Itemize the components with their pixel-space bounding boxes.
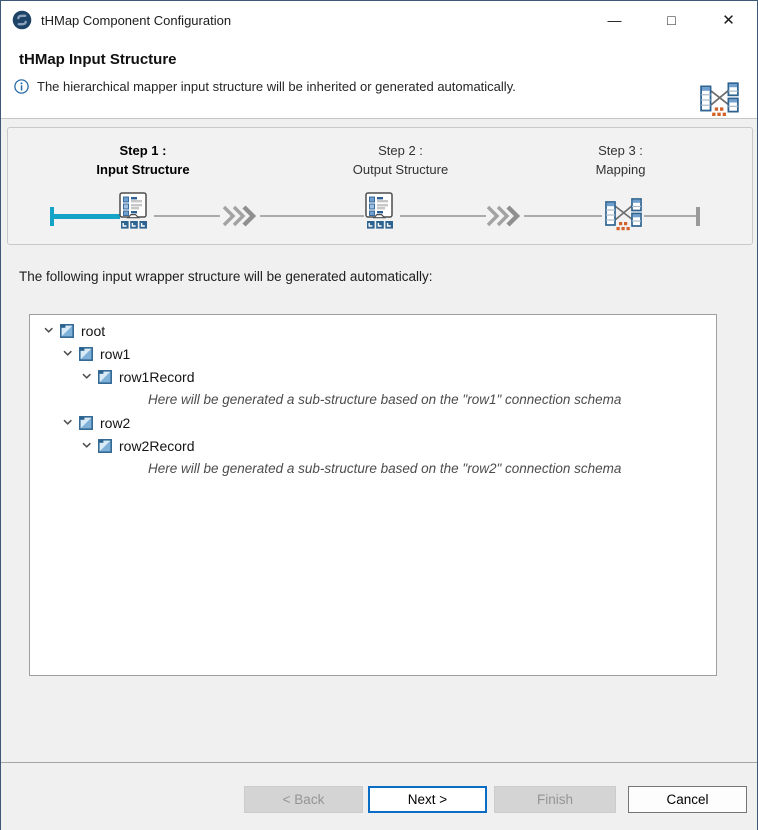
- structure-tree[interactable]: [29, 314, 717, 676]
- minimize-button[interactable]: —: [607, 12, 622, 28]
- progress-line: [644, 215, 696, 217]
- tree-note-text: Here will be generated a sub-structure based on the "row1" connection schema: [148, 392, 622, 407]
- mapping-step-icon: [604, 196, 644, 232]
- tree-note-text: Here will be generated a sub-structure based on the "row2" connection schema: [148, 461, 622, 476]
- expand-chevron-icon[interactable]: [63, 350, 73, 357]
- maximize-button[interactable]: □: [667, 12, 676, 28]
- input-structure-icon: [118, 192, 148, 230]
- next-step-chevrons-icon: [222, 205, 256, 227]
- step-2-line1: Step 2 :: [378, 143, 423, 158]
- tree-row-row2[interactable]: [30, 411, 716, 434]
- progress-line: [400, 215, 486, 217]
- thmap-icon: [699, 81, 741, 117]
- talend-app-icon: [12, 10, 32, 30]
- step-2-label: [303, 141, 498, 179]
- tree-note-row1: [30, 388, 716, 411]
- step-2-line2: Output Structure: [352, 162, 449, 177]
- step-3-line1: Step 3 :: [598, 143, 643, 158]
- button-bar: [1, 762, 757, 830]
- expand-chevron-icon[interactable]: [82, 373, 92, 380]
- cancel-button[interactable]: Cancel: [628, 786, 747, 813]
- element-node-icon: [98, 370, 112, 384]
- window-controls: [586, 1, 757, 39]
- tree-node-label: row2: [100, 414, 131, 431]
- tree-node-label: row1Record: [119, 368, 195, 385]
- finish-button: Finish: [494, 786, 616, 813]
- steps-panel: [7, 127, 753, 245]
- tree-node-label: row2Record: [119, 437, 195, 454]
- info-icon: [14, 79, 29, 94]
- titlebar: [1, 1, 757, 39]
- info-text: The hierarchical mapper input structure will be inherited or generated automatically.: [37, 79, 516, 94]
- step-1-line2: Input Structure: [96, 162, 190, 177]
- element-node-icon: [79, 347, 93, 361]
- lead-text: The following input wrapper structure will be generated automatically:: [19, 269, 433, 284]
- info-row: [14, 79, 757, 94]
- step-1-line1: Step 1 :: [119, 143, 167, 158]
- next-step-chevrons-icon: [486, 205, 520, 227]
- step-1-label: [48, 141, 238, 179]
- tree-node-label: row1: [100, 345, 131, 362]
- back-button: < Back: [244, 786, 363, 813]
- element-node-icon: [98, 439, 112, 453]
- tree-note-row2: [30, 457, 716, 480]
- tree-row-row1[interactable]: [30, 342, 716, 365]
- output-structure-icon: [364, 192, 394, 230]
- tree-node-label: root: [81, 322, 106, 339]
- page-title: tHMap Input Structure: [19, 51, 177, 68]
- element-node-icon: [79, 416, 93, 430]
- progress-line: [524, 215, 602, 217]
- progress-bar-active: [52, 214, 120, 219]
- element-node-icon: [60, 324, 74, 338]
- tree-row-row1record[interactable]: [30, 365, 716, 388]
- expand-chevron-icon[interactable]: [82, 442, 92, 449]
- progress-end-cap: [696, 207, 700, 226]
- step-3-line2: Mapping: [595, 162, 646, 177]
- progress-line: [154, 215, 220, 217]
- tree-row-root[interactable]: [30, 319, 716, 342]
- tree-row-row2record[interactable]: [30, 434, 716, 457]
- window-title: tHMap Component Configuration: [41, 12, 232, 28]
- wizard-header: [1, 39, 757, 119]
- expand-chevron-icon[interactable]: [44, 327, 54, 334]
- next-button[interactable]: Next >: [368, 786, 487, 813]
- step-3-label: [528, 141, 713, 179]
- close-button[interactable]: ✕: [722, 12, 735, 29]
- expand-chevron-icon[interactable]: [63, 419, 73, 426]
- progress-line: [260, 215, 364, 217]
